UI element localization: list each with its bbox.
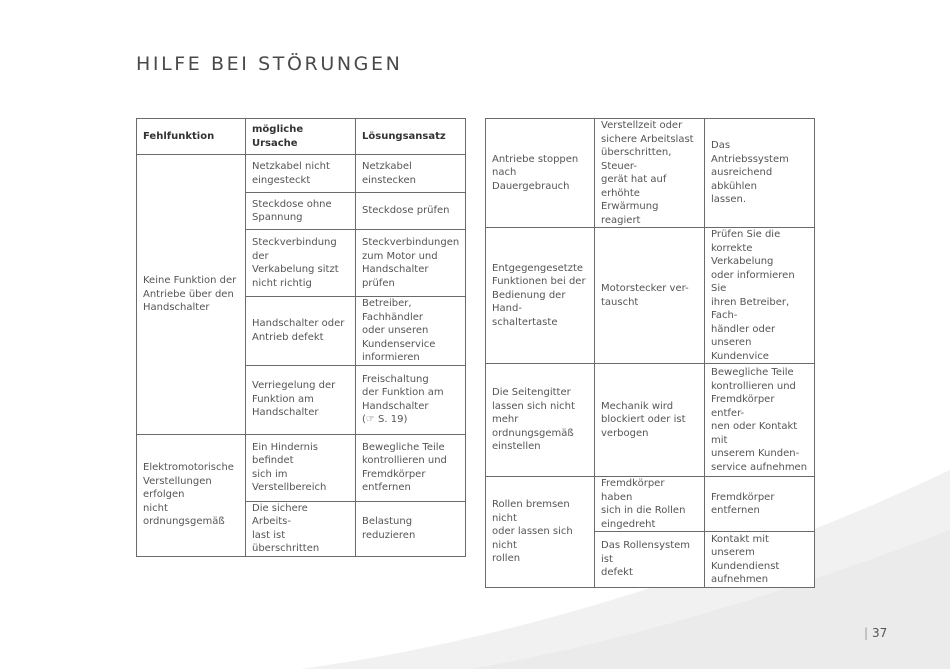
fault-cell: Entgegengesetzte Funktionen bei der Bedienung der Hand- schaltertaste (486, 228, 595, 364)
fault-cell: Elektromotorische Verstellungen erfolgen nicht ordnungsgemäß (137, 434, 246, 556)
cause-cell: Motorstecker ver- tauscht (595, 228, 705, 364)
cause-cell: Handschalter oder Antrieb defekt (246, 297, 356, 366)
solution-cell: Bewegliche Teile kontrollieren und Fremdkörper entfer- nen oder Kontakt mit unserem Kunden- service aufnehmen (705, 364, 815, 477)
column-header: mögliche Ursache (246, 119, 356, 155)
solution-cell: Fremdkörper entfernen (705, 477, 815, 532)
cause-cell: Steckdose ohne Spannung (246, 193, 356, 230)
solution-cell: Belastung reduzieren (356, 501, 466, 556)
fault-cell: Die Seitengitter lassen sich nicht mehr ordnungsgemäß einstellen (486, 364, 595, 477)
table-row (486, 364, 815, 477)
table-row (486, 228, 815, 364)
cause-cell: Mechanik wird blockiert oder ist verbogen (595, 364, 705, 477)
cause-cell: Die sichere Arbeits- last ist überschritten (246, 501, 356, 556)
solution-cell: Das Antriebssystem ausreichend abkühlen lassen. (705, 119, 815, 228)
table-header-row (137, 119, 466, 155)
table-row (137, 434, 466, 501)
table-row (486, 477, 815, 532)
solution-cell: Bewegliche Teile kontrollieren und Fremdkörper entfernen (356, 434, 466, 501)
troubleshooting-table-left (136, 118, 466, 557)
fault-cell: Antriebe stoppen nach Dauergebrauch (486, 119, 595, 228)
table-row (486, 119, 815, 228)
solution-cell: Kontakt mit unserem Kundendienst aufnehmen (705, 532, 815, 588)
cause-cell: Verriegelung der Funktion am Handschalter (246, 365, 356, 434)
fault-cell: Keine Funktion der Antriebe über den Handschalter (137, 155, 246, 435)
cause-cell: Steckverbindung der Verkabelung sitzt nicht richtig (246, 230, 356, 297)
page-title: HILFE BEI STÖRUNGEN (136, 52, 403, 75)
fault-cell: Rollen bremsen nicht oder lassen sich nicht rollen (486, 477, 595, 588)
column-header: Lösungsansatz (356, 119, 466, 155)
cause-cell: Das Rollensystem ist defekt (595, 532, 705, 588)
solution-cell: Steckverbindungen zum Motor und Handschalter prüfen (356, 230, 466, 297)
cause-cell: Ein Hindernis befindet sich im Verstellbereich (246, 434, 356, 501)
table-row (137, 155, 466, 193)
solution-cell: Steckdose prüfen (356, 193, 466, 230)
solution-cell: Netzkabel einstecken (356, 155, 466, 193)
cause-cell: Netzkabel nicht eingesteckt (246, 155, 356, 193)
solution-cell: Betreiber, Fachhändler oder unseren Kundenservice informieren (356, 297, 466, 366)
column-header: Fehlfunktion (137, 119, 246, 155)
cause-cell: Verstellzeit oder sichere Arbeitslast überschritten, Steuer- gerät hat auf erhöhte Erwärmung reagiert (595, 119, 705, 228)
solution-cell: Prüfen Sie die korrekte Verkabelung oder informieren Sie ihren Betreiber, Fach- händler oder unseren Kundenvice (705, 228, 815, 364)
cause-cell: Fremdkörper haben sich in die Rollen eingedreht (595, 477, 705, 532)
solution-cell: Freischaltung der Funktion am Handschalter (☞ S. 19) (356, 365, 466, 434)
troubleshooting-table-right (485, 118, 815, 588)
page-number: | 37 (864, 626, 888, 640)
page-number-value: 37 (872, 626, 888, 640)
